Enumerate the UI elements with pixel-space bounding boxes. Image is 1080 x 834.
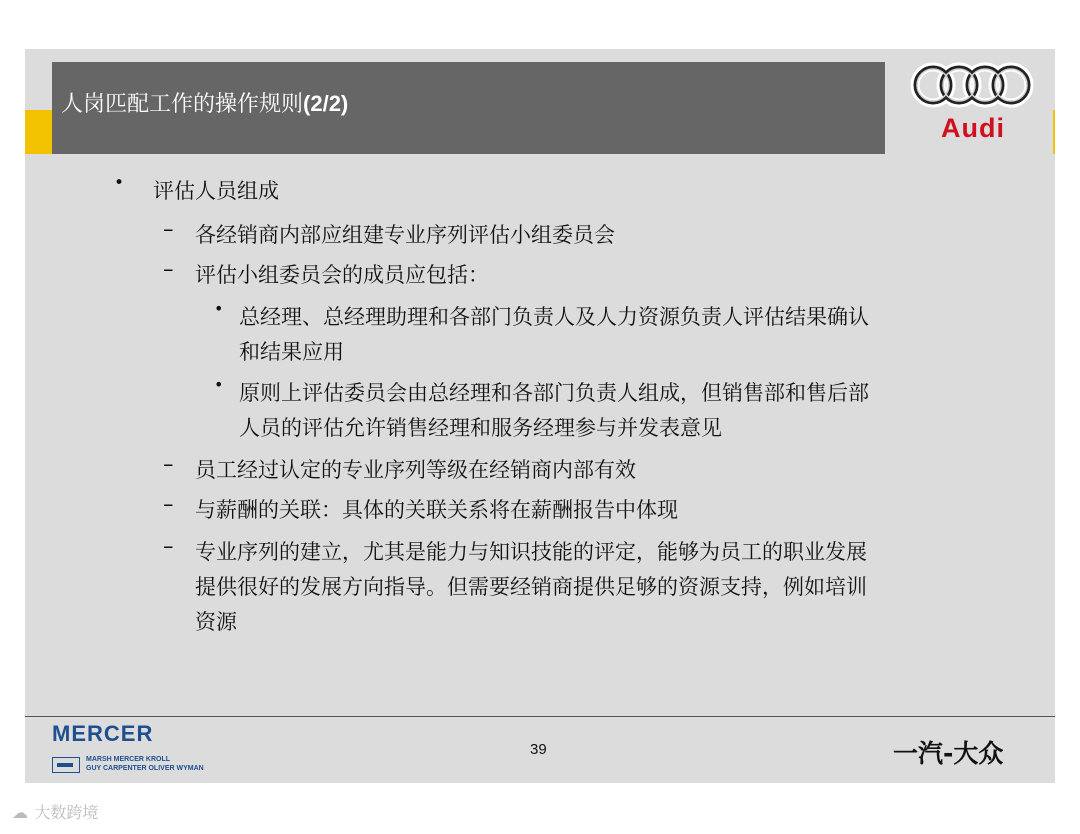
bullet-dash: – [163, 217, 174, 241]
cloud-logo-icon: ☁ [12, 803, 28, 822]
list-item: 与薪酬的关联：具体的关联关系将在薪酬报告中体现 [195, 498, 678, 522]
accent-bar-left [25, 110, 52, 154]
list-item: 各经销商内部应组建专业序列评估小组委员会 [195, 223, 615, 247]
bullet-sub: • [214, 375, 224, 394]
list-item: 专业序列的建立，尤其是能力与知识技能的评定，能够为员工的职业发展 [195, 540, 867, 564]
slide-title-page: (2/2) [303, 91, 349, 116]
page-number: 39 [530, 741, 547, 758]
list-item: 员工经过认定的专业序列等级在经销商内部有效 [195, 458, 636, 482]
mercer-emblem-icon [52, 757, 80, 773]
mercer-logo [52, 721, 204, 772]
list-item: 评估人员组成 [153, 179, 279, 203]
watermark [12, 799, 98, 823]
bullet-dash: – [163, 492, 174, 516]
bullet-main: • [114, 173, 125, 193]
bullet-dash: – [163, 534, 174, 558]
faw-vw-logo: 一汽-大众 [893, 739, 1004, 768]
list-item: 总经理、总经理助理和各部门负责人及人力资源负责人评估结果确认 [239, 305, 869, 329]
list-item-continued: 资源 [195, 610, 237, 634]
bullet-sub: • [214, 299, 224, 318]
mercer-sub-line1: MARSH MERCER KROLL [86, 756, 170, 763]
list-item: 评估小组委员会的成员应包括： [195, 263, 489, 287]
slide [25, 49, 1055, 783]
accent-bar-right [1053, 110, 1055, 154]
mercer-logo-name: MERCER [52, 721, 154, 746]
list-item: 原则上评估委员会由总经理和各部门负责人组成，但销售部和售后部 [239, 381, 869, 405]
slide-title [61, 87, 348, 118]
list-item-continued: 和结果应用 [239, 340, 344, 364]
slide-title-text: 人岗匹配工作的操作规则 [61, 92, 304, 117]
bullet-dash: – [163, 452, 174, 476]
footer-divider [25, 716, 1055, 717]
watermark-text: 大数跨境 [34, 803, 99, 822]
list-item-continued: 人员的评估允许销售经理和服务经理参与并发表意见 [239, 416, 722, 440]
list-item-continued: 提供很好的发展方向指导。但需要经销商提供足够的资源支持，例如培训 [195, 575, 867, 599]
mercer-logo-subtitle [86, 755, 204, 773]
bullet-dash: – [163, 257, 174, 281]
audi-logo-text: Audi [941, 113, 1005, 143]
mercer-sub-line2: GUY CARPENTER OLIVER WYMAN [86, 765, 204, 772]
